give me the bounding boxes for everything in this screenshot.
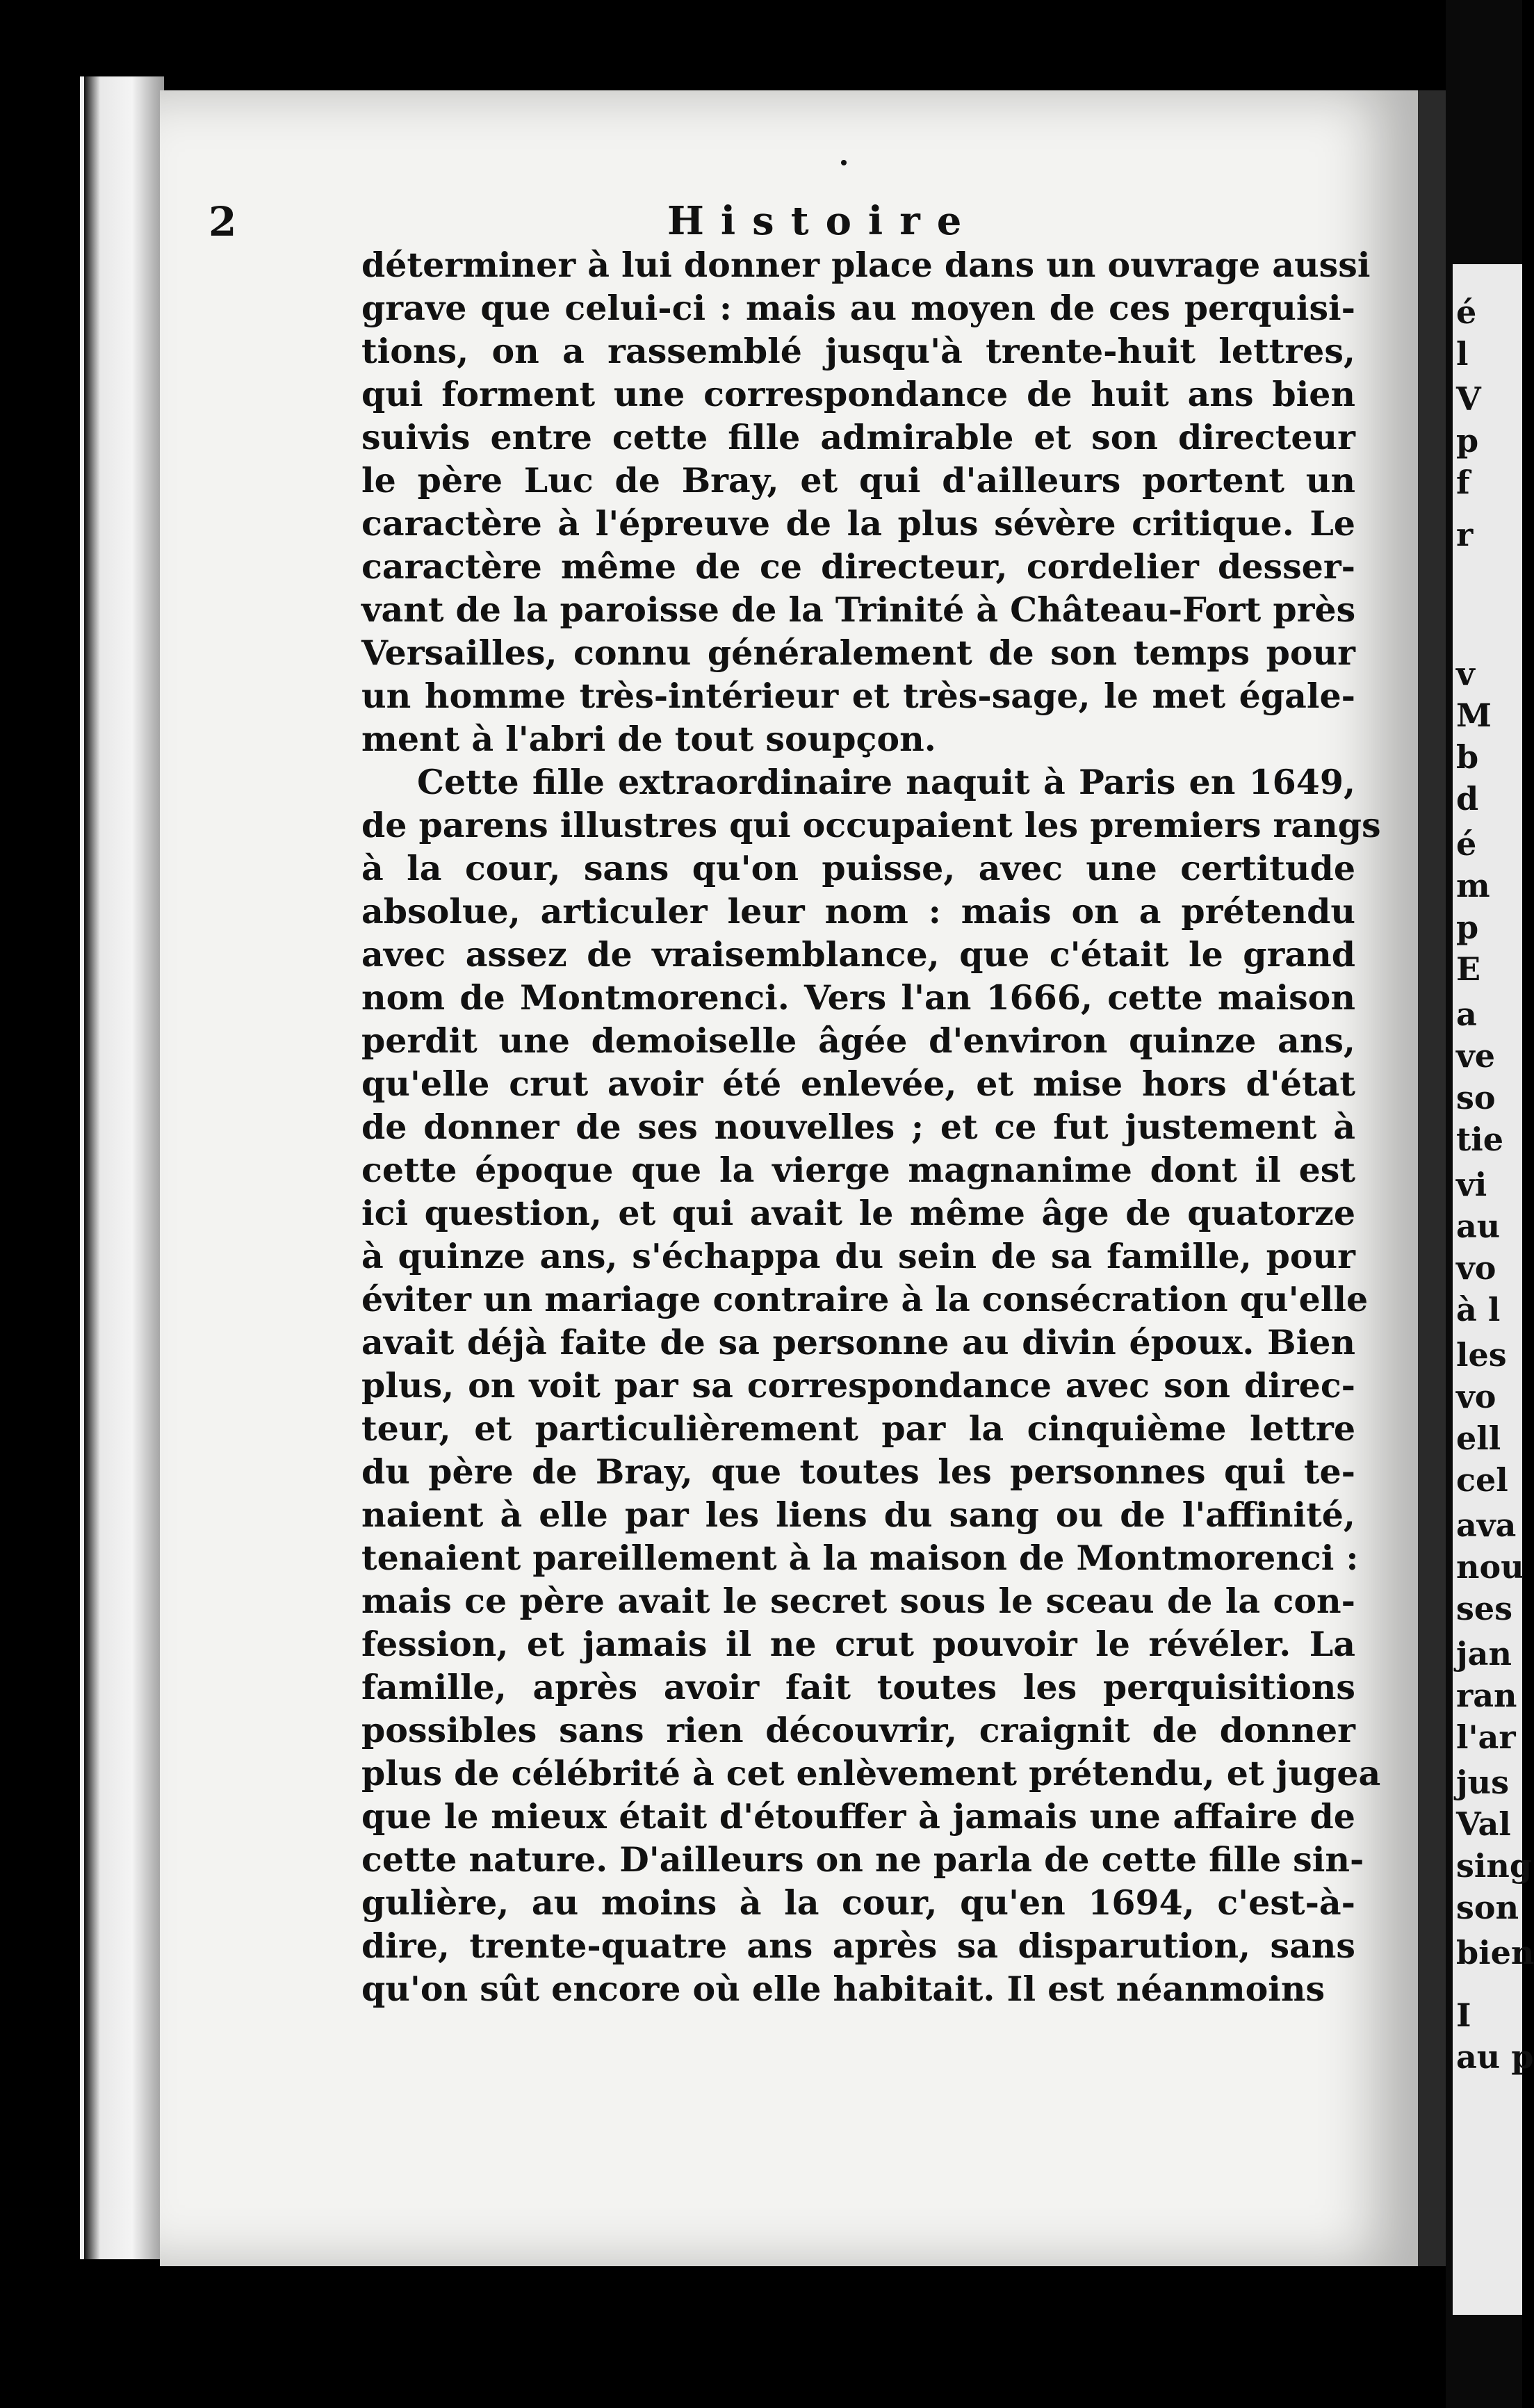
facing-page-fragment: ava (1456, 1506, 1517, 1544)
facing-page-fragment: vi (1456, 1166, 1487, 1203)
facing-page-fragment: à l (1456, 1291, 1501, 1328)
text-line: à la cour, sans qu'on puisse, avec une certitude (361, 848, 1355, 888)
text-line: cette nature. D'ailleurs on ne parla de cette fille sin- (361, 1839, 1364, 1880)
facing-page-fragment: E (1456, 950, 1481, 988)
text-line: Cette fille extraordinaire naquit à Paris en 1649, (417, 762, 1355, 802)
facing-page-fragment: I (1456, 1996, 1471, 2034)
facing-page-fragment: son (1456, 1889, 1519, 1926)
text-line: le père Luc de Bray, et qui d'ailleurs portent un (361, 460, 1355, 501)
text-line: un homme très-intérieur et très-sage, le met égale- (361, 676, 1355, 716)
facing-page-fragment: jan (1456, 1635, 1512, 1673)
text-line: possibles sans rien découvrir, craignit de donner (361, 1710, 1355, 1750)
facing-page-fragment: au (1456, 1207, 1501, 1245)
facing-page-fragment: l'ar (1456, 1718, 1516, 1756)
facing-page-fragment: au p (1456, 2038, 1534, 2076)
running-head (209, 198, 1362, 245)
facing-page-fragment: é (1456, 293, 1477, 331)
text-line: Versailles, connu généralement de son temps pour (361, 633, 1355, 673)
facing-page-fragment: so (1456, 1079, 1496, 1116)
text-line: déterminer à lui donner place dans un ouvrage aussi (361, 245, 1371, 285)
facing-page-fragment: ses (1456, 1590, 1513, 1627)
text-line: dire, trente-quatre ans après sa disparution, sans (361, 1926, 1355, 1966)
text-line: mais ce père avait le secret sous le sceau de la con- (361, 1581, 1355, 1621)
facing-page-fragment: bien (1456, 1934, 1534, 1971)
facing-page-fragment: M (1456, 697, 1492, 734)
text-line: plus de célébrité à cet enlèvement prétendu, et jugea (361, 1753, 1381, 1793)
facing-page-fragment: f (1456, 464, 1470, 501)
text-line: plus, on voit par sa correspondance avec son direc- (361, 1365, 1355, 1406)
text-line: à quinze ans, s'échappa du sein de sa famille, pour (361, 1236, 1355, 1276)
facing-page-fragment: vo (1456, 1378, 1496, 1415)
facing-page-fragment: v (1456, 655, 1475, 692)
facing-page-fragment: V (1456, 380, 1481, 418)
text-line: nom de Montmorenci. Vers l'an 1666, cette maison (361, 977, 1355, 1018)
text-line: que le mieux était d'étouffer à jamais une affaire de (361, 1796, 1355, 1837)
paragraphs (361, 243, 1381, 2010)
facing-page-fragment: a (1456, 995, 1477, 1033)
facing-page-fragment: les (1456, 1336, 1507, 1374)
text-line: qu'on sût encore où elle habitait. Il est néanmoins (361, 1969, 1325, 2009)
facing-page-fragment: Val (1456, 1805, 1511, 1843)
facing-page-fragment: b (1456, 738, 1479, 776)
text-line: de parens illustres qui occupaient les premiers rangs (361, 805, 1381, 845)
text-line: cette époque que la vierge magnanime dont il est (361, 1150, 1355, 1190)
text-line: teur, et particulièrement par la cinquième lettre (361, 1408, 1355, 1449)
facing-page-fragment: ell (1456, 1419, 1501, 1457)
text-line: tions, on a rassemblé jusqu'à trente-huit lettres, (361, 331, 1355, 371)
page-number: 2 (209, 198, 237, 245)
text-line: avait déjà faite de sa personne au divin époux. Bien (361, 1322, 1355, 1362)
facing-page-fragment: sing (1456, 1847, 1532, 1885)
text-line: du père de Bray, que toutes les personnes qui te- (361, 1451, 1355, 1492)
facing-page-fragment: cel (1456, 1461, 1508, 1499)
text-line: ment à l'abri de tout soupçon. (361, 719, 936, 759)
paragraph (361, 243, 1371, 760)
facing-page-fragment: ve (1456, 1037, 1495, 1075)
facing-page-fragment: d (1456, 780, 1479, 817)
facing-page-fragment: p (1456, 909, 1479, 946)
facing-page-fragment: r (1456, 516, 1474, 553)
paragraph (361, 760, 1381, 2010)
text-line: qu'elle crut avoir été enlevée, et mise hors d'état (361, 1064, 1355, 1104)
text-line: avec assez de vraisemblance, que c'était le grand (361, 934, 1355, 975)
text-line: gulière, au moins à la cour, qu'en 1694, c'est-à- (361, 1882, 1355, 1923)
text-line: éviter un mariage contraire à la consécration qu'elle (361, 1279, 1369, 1319)
text-line: absolue, articuler leur nom : mais on a prétendu (361, 891, 1355, 932)
text-line: de donner de ses nouvelles ; et ce fut justement à (361, 1107, 1355, 1147)
text-line: perdit une demoiselle âgée d'environ quinze ans, (361, 1020, 1355, 1061)
text-line: ici question, et qui avait le même âge de quatorze (361, 1193, 1355, 1233)
facing-page-fragment: tie (1456, 1121, 1503, 1158)
text-line: fession, et jamais il ne crut pouvoir le révéler. La (361, 1624, 1355, 1664)
text-line: caractère même de ce directeur, cordelier desser- (361, 546, 1355, 587)
text-line: caractère à l'épreuve de la plus sévère critique. Le (361, 503, 1355, 544)
running-title: Histoire (667, 198, 979, 244)
facing-page-fragment: nou (1456, 1548, 1524, 1586)
text-line: naient à elle par les liens du sang ou de l'affinité, (361, 1495, 1355, 1535)
facing-page-fragment: l (1456, 335, 1469, 373)
facing-page-fragment: é (1456, 825, 1477, 863)
text-line: famille, après avoir fait toutes les perquisitions (361, 1667, 1355, 1707)
text-line: vant de la paroisse de la Trinité à Château-Fort près (361, 589, 1356, 630)
facing-page-fragment: m (1456, 867, 1490, 904)
text-line: suivis entre cette fille admirable et son directeur (361, 417, 1355, 457)
facing-page-fragment: p (1456, 422, 1479, 459)
facing-page-fragment: vo (1456, 1249, 1496, 1287)
book-spine-edge (80, 76, 164, 2259)
text-line: qui forment une correspondance de huit ans bien (361, 374, 1355, 414)
facing-page-fragment: ran (1456, 1677, 1517, 1714)
text-line: grave que celui-ci : mais au moyen de ces perquisi- (361, 288, 1355, 328)
body-text (361, 243, 1381, 2010)
ink-speck (841, 160, 847, 165)
text-line: tenaient pareillement à la maison de Montmorenci : (361, 1538, 1359, 1578)
facing-page-fragment: jus (1456, 1764, 1509, 1801)
